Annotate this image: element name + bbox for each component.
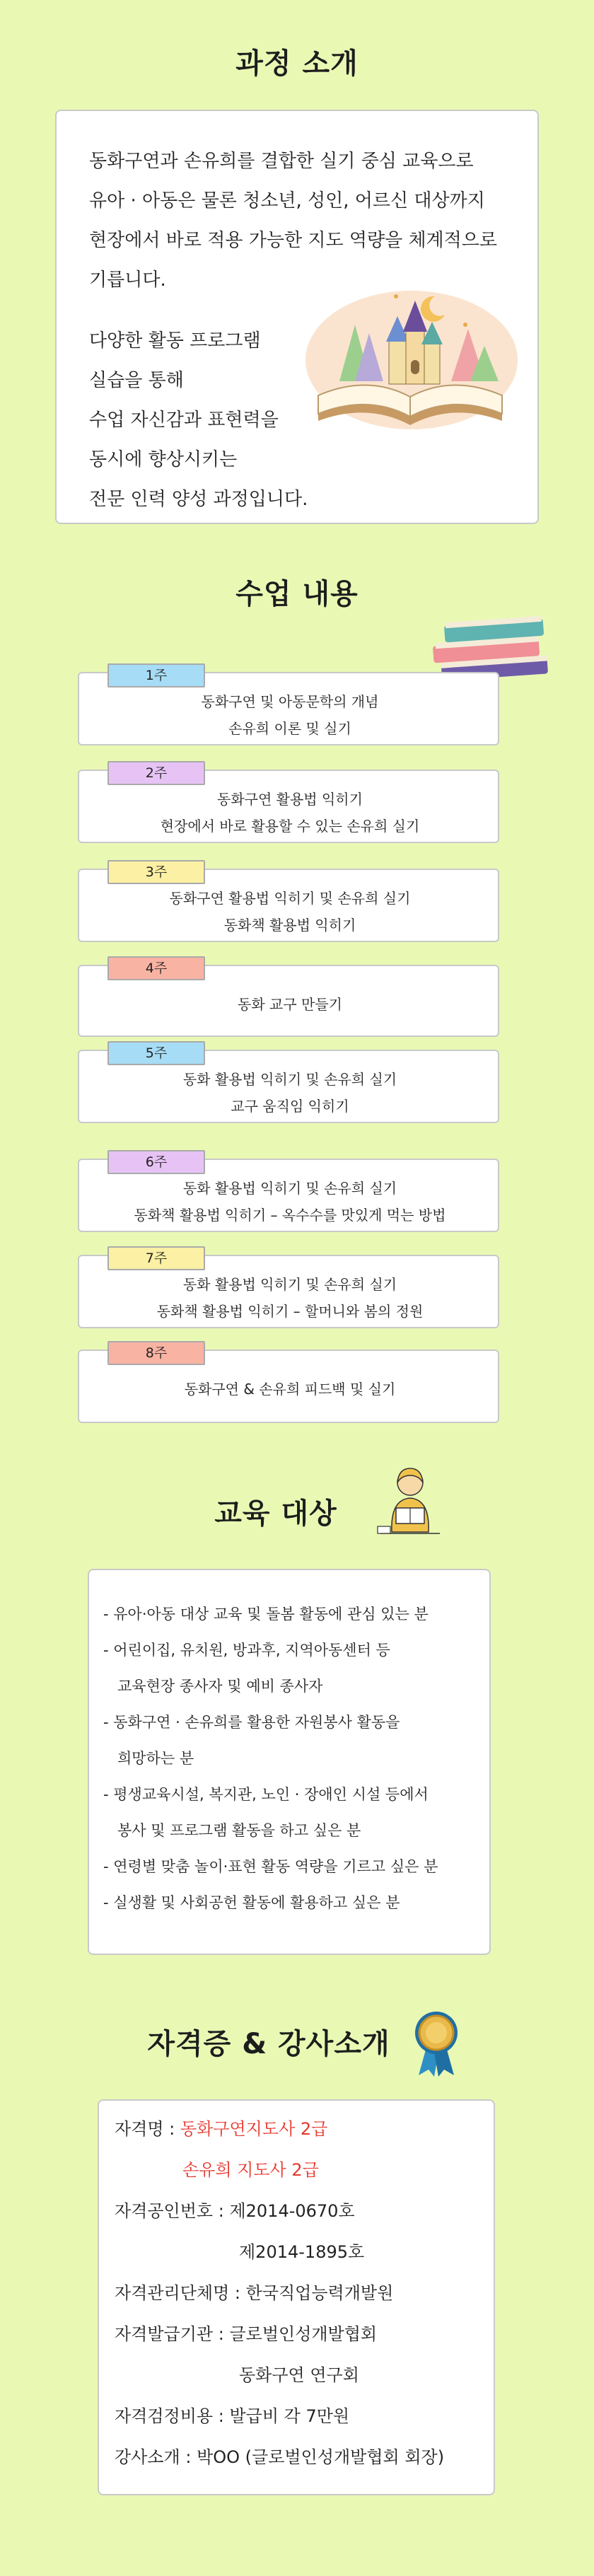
week-tab: 7주 <box>107 1246 205 1270</box>
target-item: 희망하는 분 <box>117 1750 194 1767</box>
week-line: 교구 움직임 익히기 <box>231 1098 349 1115</box>
target-item: 봉사 및 프로그램 활동을 하고 싶은 분 <box>117 1822 361 1839</box>
target-item: - 동화구연 · 손유희를 활용한 자원봉사 활동을 <box>103 1714 400 1731</box>
intro-line: 전문 인력 양성 과정입니다. <box>89 489 308 510</box>
week-line: 동화 활용법 익히기 및 손유희 실기 <box>182 1180 397 1197</box>
week-tab: 1주 <box>107 663 205 687</box>
target-item: - 유아·아동 대상 교육 및 돌봄 활동에 관심 있는 분 <box>103 1606 429 1623</box>
intro-title: 과정 소개 <box>235 47 359 80</box>
week-line: 동화책 활용법 익히기 – 옥수수를 맛있게 먹는 방법 <box>134 1207 446 1224</box>
week-tab: 4주 <box>107 956 205 980</box>
cert-name-2: 손유희 지도사 2급 <box>182 2160 319 2180</box>
intro-line: 실습을 통해 <box>89 370 184 391</box>
week-tab: 8주 <box>107 1341 205 1365</box>
target-card <box>88 1569 491 1955</box>
intro-line: 다양한 활동 프로그램 <box>89 330 261 352</box>
week-card <box>78 1345 499 1423</box>
medal-icon <box>412 2007 461 2078</box>
cert-reg-1: 제2014-0670호 <box>229 2201 355 2221</box>
target-title: 교육 대상 <box>214 1497 337 1530</box>
intro-line: 기릅니다. <box>89 269 166 291</box>
week-line: 동화구연 활용법 익히기 <box>217 791 363 808</box>
cert-reg-2: 제2014-1895호 <box>239 2242 365 2262</box>
cert-name-row <box>115 2115 327 2140</box>
week-line: 동화구연 및 아동문학의 개념 <box>201 693 379 710</box>
week-card <box>78 864 499 942</box>
cert-mgmt: 자격관리단체명 : 한국직업능력개발원 <box>115 2283 394 2303</box>
target-item: - 어린이집, 유치원, 방과후, 지역아동센터 등 <box>103 1642 390 1659</box>
storybook-castle-icon <box>290 275 523 438</box>
cert-fee: 자격검정비용 : 발급비 각 7만원 <box>115 2406 350 2426</box>
intro-line: 동시에 향상시키는 <box>89 449 238 470</box>
intro-line: 현장에서 바로 적용 가능한 지도 역량을 체계적으로 <box>89 230 498 251</box>
week-line: 동화 활용법 익히기 및 손유희 실기 <box>182 1276 397 1293</box>
cert-name-label: 자격명 : <box>115 2119 180 2139</box>
target-item: - 평생교육시설, 복지관, 노인 · 장애인 시설 등에서 <box>103 1786 429 1803</box>
intro-line: 유아 · 아동은 물론 청소년, 성인, 어르신 대상까지 <box>89 190 485 211</box>
week-card <box>78 961 499 1037</box>
cert-name-1: 동화구연지도사 2급 <box>180 2119 328 2139</box>
week-line: 동화책 활용법 익히기 – 할머니와 봄의 정원 <box>156 1303 424 1320</box>
curriculum-title: 수업 내용 <box>235 578 359 610</box>
target-item: - 연령별 맞춤 놀이·표현 활동 역량을 기르고 싶은 분 <box>103 1858 438 1875</box>
reading-girl-icon <box>375 1464 446 1542</box>
intro-card <box>55 110 539 524</box>
cert-reg-label: 자격공인번호 : <box>115 2201 230 2221</box>
week-card <box>78 1045 499 1123</box>
week-line: 동화구연 & 손유희 피드백 및 실기 <box>184 1381 396 1398</box>
week-line: 동화 교구 만들기 <box>238 996 342 1013</box>
cert-instructor: 강사소개 : 박OO (글로벌인성개발협회 회장) <box>115 2447 445 2467</box>
week-line: 동화구연 활용법 익히기 및 손유희 실기 <box>169 890 411 907</box>
week-card <box>78 1154 499 1232</box>
intro-line: 동화구연과 손유희를 결합한 실기 중심 교육으로 <box>89 151 474 172</box>
week-card <box>78 765 499 843</box>
week-tab: 3주 <box>107 860 205 884</box>
cert-issuer-row <box>115 2320 377 2345</box>
cert-title: 자격증 & 강사소개 <box>147 2028 390 2060</box>
cert-card <box>98 2099 495 2495</box>
week-tab: 6주 <box>107 1150 205 1174</box>
week-line: 현장에서 바로 활용할 수 있는 손유희 실기 <box>160 818 420 835</box>
week-line: 동화 활용법 익히기 및 손유희 실기 <box>182 1071 397 1088</box>
cert-issuer-1: 글로벌인성개발협회 <box>229 2324 378 2344</box>
target-item: 교육현장 종사자 및 예비 종사자 <box>117 1678 323 1695</box>
week-card <box>78 668 499 745</box>
target-item: - 실생활 및 사회공헌 활동에 활용하고 싶은 분 <box>103 1894 400 1911</box>
week-card <box>78 1251 499 1328</box>
week-line: 동화책 활용법 익히기 <box>223 917 356 934</box>
week-line: 손유희 이론 및 실기 <box>228 720 351 737</box>
week-tab: 2주 <box>107 761 205 785</box>
intro-line: 수업 자신감과 표현력을 <box>89 410 279 431</box>
cert-issuer-label: 자격발급기관 : <box>115 2324 230 2344</box>
week-tab: 5주 <box>107 1041 205 1065</box>
cert-reg-row <box>115 2197 355 2222</box>
cert-issuer-2: 동화구연 연구회 <box>239 2365 359 2385</box>
